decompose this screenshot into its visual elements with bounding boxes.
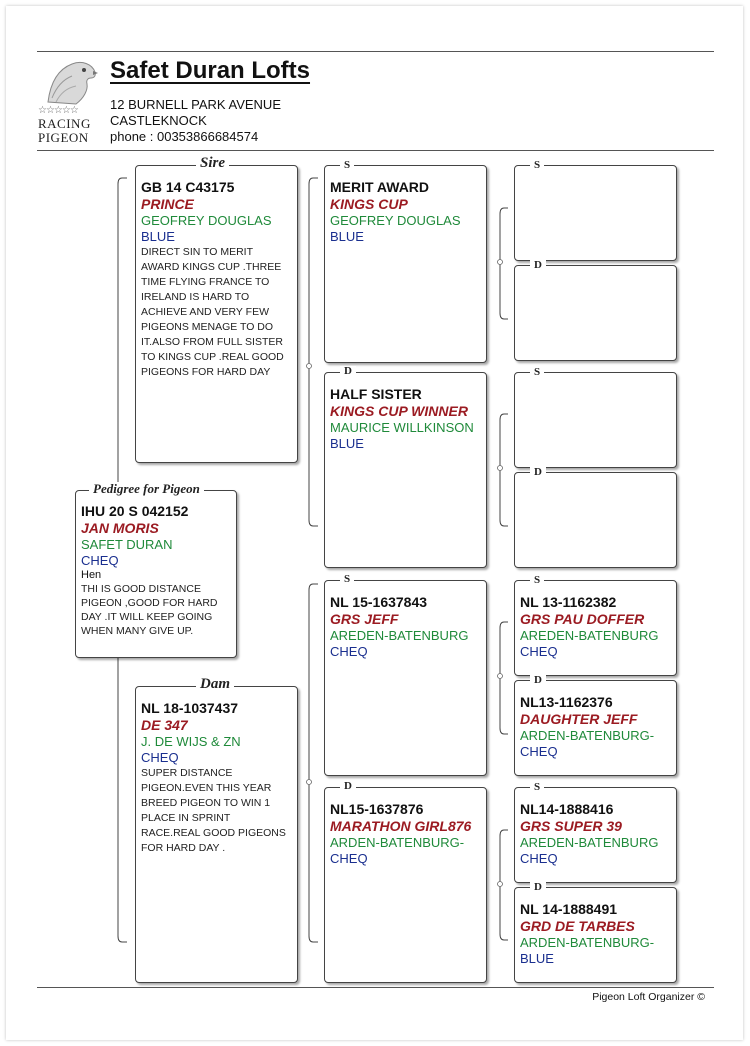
sire-sire-s-label: S	[340, 160, 354, 171]
logo-text-pigeon: PIGEON	[38, 130, 89, 145]
dam-dam-dam-name: GRD DE TARBES	[520, 918, 635, 934]
dam-card[interactable]	[135, 686, 298, 983]
subject-title-label: Pedigree for Pigeon	[89, 482, 204, 495]
dam-dam-colour: CHEQ	[330, 851, 368, 866]
sire-dam-dam-d-label: D	[530, 467, 546, 478]
dam-sire-ring: NL 15-1637843	[330, 594, 428, 610]
sire-dam-sire-card[interactable]	[514, 372, 677, 468]
dam-sire-s-label: S	[340, 574, 354, 585]
dam-sire-dam-d-label: D	[530, 675, 546, 686]
sire-sire-breeder: GEOFREY DOUGLAS	[330, 213, 461, 228]
dam-sire-sire-card[interactable]	[514, 580, 677, 676]
address-line-1: 12 BURNELL PARK AVENUE	[110, 97, 281, 112]
sire-dam-d-label: D	[340, 366, 356, 377]
dam-sire-card[interactable]	[324, 580, 487, 776]
logo-stars: ☆☆☆☆☆	[38, 105, 78, 116]
dam-dam-dam-colour: BLUE	[520, 951, 554, 966]
dam-notes: SUPER DISTANCE PIGEON.EVEN THIS YEAR BREED PIGEON TO WIN 1 PLACE IN SPRINT RACE.REAL GOOD PIGEONS FOR HARD DAY .	[141, 767, 286, 854]
dam-dam-sire-s-label: S	[530, 782, 544, 793]
dam-ring: NL 18-1037437	[141, 700, 239, 716]
connector-dam	[309, 584, 318, 942]
dam-sire-name: GRS JEFF	[330, 611, 399, 627]
subject-pigeon-card[interactable]	[75, 490, 237, 658]
sire-name: PRINCE	[141, 196, 194, 212]
dam-sire-dam-ring: NL13-1162376	[520, 694, 613, 710]
dam-sire-sire-colour: CHEQ	[520, 644, 558, 659]
sire-breeder: GEOFREY DOUGLAS	[141, 213, 272, 228]
sire-dam-sire-s-label: S	[530, 367, 544, 378]
subject-notes: THI IS GOOD DISTANCE PIGEON ,GOOD FOR HARD DAY .IT WILL KEEP GOING WHEN MANY GIVE UP.	[81, 583, 218, 637]
dam-sire-breeder: AREDEN-BATENBURG	[330, 628, 469, 643]
dam-name: DE 347	[141, 717, 188, 733]
sire-sire-dam-card[interactable]	[514, 265, 677, 361]
phone-number: phone : 00353866684574	[110, 129, 259, 144]
sire-notes: DIRECT SIN TO MERIT AWARD KINGS CUP .THREE TIME FLYING FRANCE TO IRELAND IS HARD TO ACHIEVE AND VERY FEW PIGEONS MENAGE TO DO IT.ALSO FROM FULL SISTER TO KINGS CUP .REAL GOOD PIGEONS FOR HARD DAY	[141, 246, 284, 378]
sire-sire-colour: BLUE	[330, 229, 364, 244]
sire-dam-colour: BLUE	[330, 436, 364, 451]
subject-ring: IHU 20 S 042152	[81, 503, 189, 519]
sire-sire-name: KINGS CUP	[330, 196, 408, 212]
sire-sire-sire-card[interactable]	[514, 165, 677, 261]
connector-sire	[309, 178, 318, 526]
sire-ring: GB 14 C43175	[141, 179, 235, 195]
sire-dam-breeder: MAURICE WILLKINSON	[330, 420, 474, 435]
dam-sire-colour: CHEQ	[330, 644, 368, 659]
sire-sire-ring: MERIT AWARD	[330, 179, 430, 195]
dam-dam-sire-card[interactable]	[514, 787, 677, 883]
dam-dam-sire-name: GRS SUPER 39	[520, 818, 622, 834]
sire-label: Sire	[196, 156, 229, 171]
dam-dam-dam-ring: NL 14-1888491	[520, 901, 618, 917]
dam-breeder: J. DE WIJS & ZN	[141, 734, 241, 749]
dam-dam-sire-ring: NL14-1888416	[520, 801, 614, 817]
dam-dam-dam-card[interactable]	[514, 887, 677, 983]
dam-dam-name: MARATHON GIRL876	[330, 818, 472, 834]
subject-name: JAN MORIS	[81, 520, 159, 536]
dam-dam-dam-d-label: D	[530, 882, 546, 893]
footer-credit: Pigeon Loft Organizer ©	[592, 991, 705, 1003]
sire-dam-ring: HALF SISTER	[330, 386, 422, 402]
dam-sire-dam-colour: CHEQ	[520, 744, 558, 759]
subject-sex: Hen	[81, 569, 102, 581]
dam-dam-card[interactable]	[324, 787, 487, 983]
dam-sire-dam-name: DAUGHTER JEFF	[520, 711, 638, 727]
dam-dam-sire-colour: CHEQ	[520, 851, 558, 866]
sire-dam-dam-card[interactable]	[514, 472, 677, 568]
sire-sire-dam-d-label: D	[530, 260, 546, 271]
dam-dam-dam-breeder: ARDEN-BATENBURG-	[520, 935, 655, 950]
dam-sire-dam-card[interactable]	[514, 680, 677, 776]
logo-text-racing: RACING	[38, 116, 91, 131]
dam-sire-sire-ring: NL 13-1162382	[520, 594, 617, 610]
sire-colour: BLUE	[141, 229, 175, 244]
subject-breeder: SAFET DURAN	[81, 537, 173, 552]
dam-sire-dam-breeder: ARDEN-BATENBURG-	[520, 728, 655, 743]
dam-label: Dam	[196, 677, 234, 692]
dam-dam-d-label: D	[340, 781, 356, 792]
sire-sire-card[interactable]	[324, 165, 487, 363]
dam-dam-sire-breeder: AREDEN-BATENBURG	[520, 835, 659, 850]
sire-sire-sire-s-label: S	[530, 160, 544, 171]
dam-sire-sire-breeder: AREDEN-BATENBURG	[520, 628, 659, 643]
subject-colour: CHEQ	[81, 553, 119, 568]
dam-dam-ring: NL15-1637876	[330, 801, 424, 817]
dam-sire-sire-name: GRS PAU DOFFER	[520, 611, 645, 627]
dam-sire-sire-s-label: S	[530, 575, 544, 586]
sire-dam-name: KINGS CUP WINNER	[330, 403, 468, 419]
sire-card[interactable]	[135, 165, 298, 463]
dam-dam-breeder: ARDEN-BATENBURG-	[330, 835, 465, 850]
sire-dam-card[interactable]	[324, 372, 487, 568]
loft-name: Safet Duran Lofts	[110, 57, 311, 84]
address-line-2: CASTLEKNOCK	[110, 113, 207, 128]
dam-colour: CHEQ	[141, 750, 179, 765]
